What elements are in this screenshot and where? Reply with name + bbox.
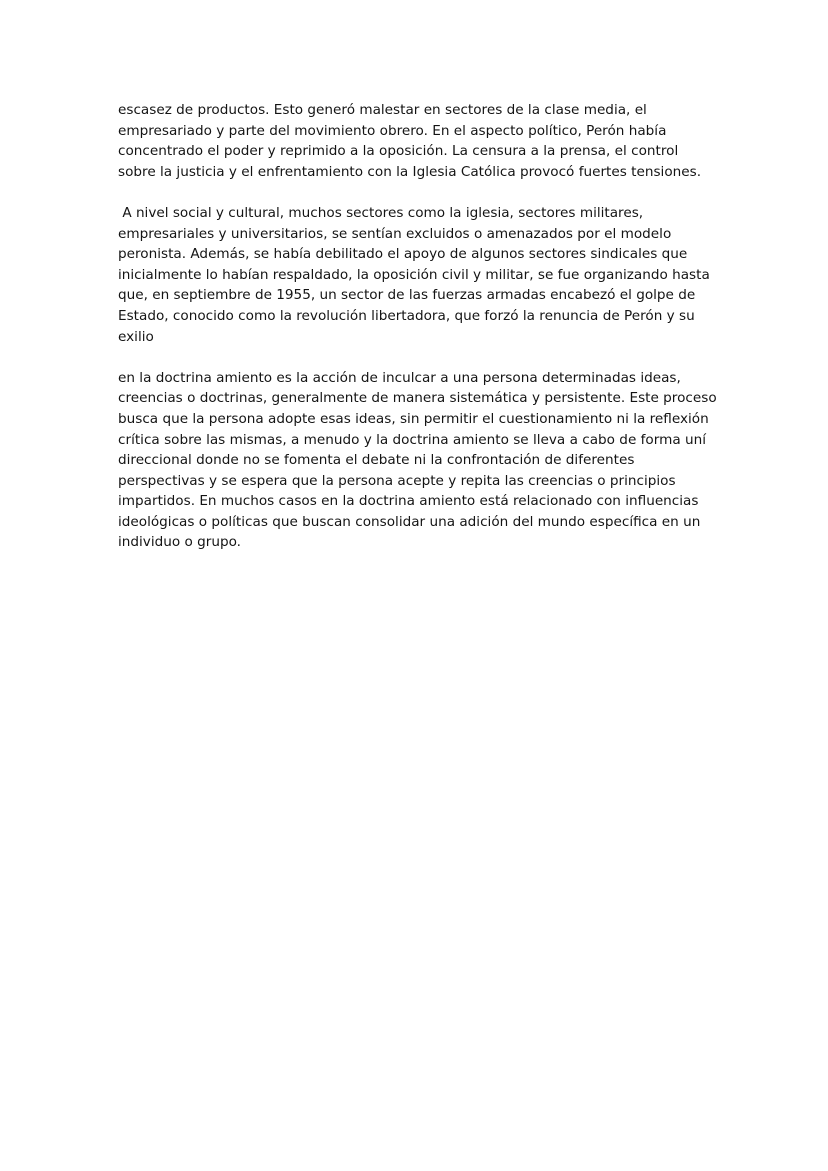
text-line: ideológicas o políticas que buscan consolidar una adición del mundo específica en un	[118, 513, 701, 530]
paragraph-1	[118, 100, 718, 182]
text-line: direccional donde no se fomenta el debate ni la confrontación de diferentes	[118, 452, 635, 469]
text-line: Estado, conocido como la revolución libertadora, que forzó la renuncia de Perón y su	[118, 307, 695, 324]
text-line: inicialmente lo habían respaldado, la oposición civil y militar, se fue organizando hasta	[118, 266, 710, 283]
paragraph-3	[118, 368, 718, 553]
text-line: individuo o grupo.	[118, 534, 242, 551]
text-line: exilio	[118, 328, 154, 345]
text-line: empresariales y universitarios, se sentían excluidos o amenazados por el modelo	[118, 225, 672, 242]
text-line: peronista. Además, se había debilitado el apoyo de algunos sectores sindicales que	[118, 246, 688, 263]
text-line: en la doctrina amiento es la acción de inculcar a una persona determinadas ideas,	[118, 369, 681, 386]
text-line: impartidos. En muchos casos en la doctrina amiento está relacionado con influencias	[118, 493, 699, 510]
text-line: busca que la persona adopte esas ideas, sin permitir el cuestionamiento ni la reflexión	[118, 410, 709, 427]
text-line: crítica sobre las mismas, a menudo y la doctrina amiento se lleva a cabo de forma uní	[118, 431, 706, 448]
text-line: perspectivas y se espera que la persona acepte y repita las creencias o principios	[118, 472, 676, 489]
text-line: empresariado y parte del movimiento obrero. En el aspecto político, Perón había	[118, 122, 667, 139]
text-line: creencias o doctrinas, generalmente de manera sistemática y persistente. Este proceso	[118, 390, 717, 407]
text-line: que, en septiembre de 1955, un sector de las fuerzas armadas encabezó el golpe de	[118, 287, 696, 304]
text-line: escasez de productos. Esto generó malestar en sectores de la clase media, el	[118, 102, 647, 118]
document-body	[118, 100, 718, 553]
text-line: sobre la justicia y el enfrentamiento con la Iglesia Católica provocó fuertes tensiones.	[118, 163, 702, 180]
text-line: A nivel social y cultural, muchos sectores como la iglesia, sectores militares,	[118, 204, 644, 221]
text-line: concentrado el poder y reprimido a la oposición. La censura a la prensa, el control	[118, 143, 679, 160]
paragraph-2	[118, 203, 718, 347]
